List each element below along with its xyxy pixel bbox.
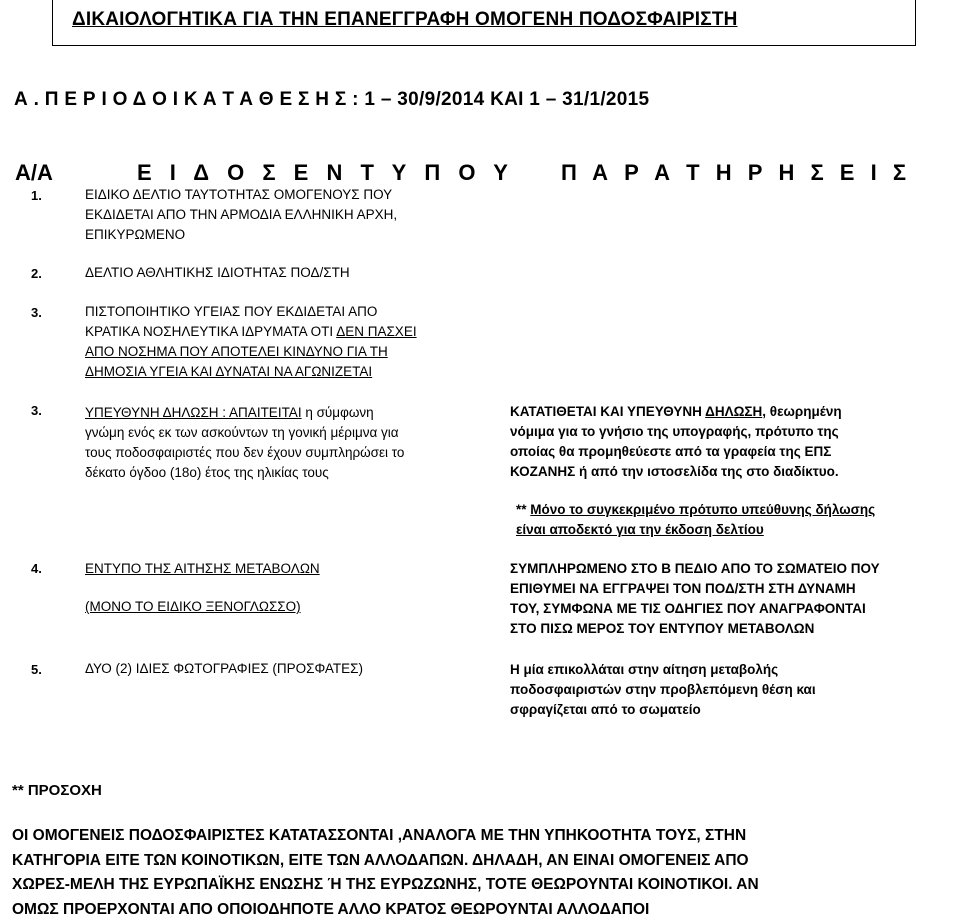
note-line: ΕΠΙΘΥΜΕΙ ΝΑ ΕΓΓΡΑΨΕΙ ΤΟΝ ΠΟΔ/ΣΤΗ ΣΤΗ ΔΥΝΑΜΗ <box>510 579 950 599</box>
column-header-notes: Π Α Ρ Α Τ Η Ρ Η Σ Ε Ι Σ <box>561 160 911 186</box>
item-line: ΔΕΛΤΙΟ ΑΘΛΗΤΙΚΗΣ ΙΔΙΟΤΗΤΑΣ ΠΟΔ/ΣΤΗ <box>85 263 350 283</box>
item-line: ΕΝΤΥΠΟ ΤΗΣ ΑΙΤΗΣΗΣ ΜΕΤΑΒΟΛΩΝ <box>85 559 320 579</box>
item-number: 3. <box>31 403 42 418</box>
item-number: 2. <box>31 266 42 281</box>
note-text-underlined: Μόνο το συγκεκριμένο πρότυπο υπεύθυνης δήλωσης <box>530 502 875 517</box>
note-change-form <box>510 559 950 639</box>
notice-line: ΚΑΤΗΓΟΡΙΑ ΕΙΤΕ ΤΩΝ ΚΟΙΝΟΤΙΚΩΝ, ΕΙΤΕ ΤΩΝ ΑΛΛΟΔΑΠΩΝ. ΔΗΛΑΔΗ, ΑΝ ΕΙΝΑΙ ΟΜΟΓΕΝΕΙΣ ΑΠΟ <box>12 849 952 874</box>
note-photos <box>510 660 950 720</box>
note-template-only <box>516 500 875 540</box>
item-change-form <box>85 559 320 617</box>
submission-period: Α . Π Ε Ρ Ι Ο Δ Ο Ι Κ Α Τ Α Θ Ε Σ Η Σ : 1 – 30/9/2014 ΚΑΙ 1 – 31/1/2015 <box>14 89 954 111</box>
item-line: (ΜΟΝΟ ΤΟ ΕΙΔΙΚΟ ΞΕΝΟΓΛΩΣΣΟ) <box>85 597 320 617</box>
item-line: δέκατο όγδοο (18ο) έτος της ηλικίας τους <box>85 463 404 483</box>
item-number: 5. <box>31 662 42 677</box>
attention-heading: ** ΠΡΟΣΟΧΗ <box>12 782 102 799</box>
item-line: ΔΗΜΟΣΙΑ ΥΓΕΙΑ ΚΑΙ ΔΥΝΑΤΑΙ ΝΑ ΑΓΩΝΙΖΕΤΑΙ <box>85 362 417 382</box>
note-line: Η μία επικολλάται στην αίτηση μεταβολής <box>510 660 950 680</box>
column-header-number: Α/Α <box>15 160 53 186</box>
item-text: ΚΡΑΤΙΚΑ ΝΟΣΗΛΕΥΤΙΚΑ ΙΔΡΥΜΑΤΑ ΟΤΙ <box>85 324 336 339</box>
note-line: νόμιμα για το γνήσιο της υπογραφής, πρότυπο της <box>510 422 950 442</box>
note-text: ** <box>516 502 530 517</box>
item-line: γνώμη ενός εκ των ασκούντων τη γονική μέριμνα για <box>85 423 404 443</box>
column-header-document-type: Ε Ι Δ Ο Σ Ε Ν Τ Υ Π Ο Υ <box>137 160 514 186</box>
item-text-underlined: ΔΕΝ ΠΑΣΧΕΙ <box>336 324 416 339</box>
note-line: σφραγίζεται από το σωματείο <box>510 700 950 720</box>
item-declaration <box>85 403 404 483</box>
item-line: ΔΥΟ (2) ΙΔΙΕΣ ΦΩΤΟΓΡΑΦΙΕΣ (ΠΡΟΣΦΑΤΕΣ) <box>85 659 363 679</box>
item-line: ΕΙΔΙΚΟ ΔΕΛΤΙΟ ΤΑΥΤΟΤΗΤΑΣ ΟΜΟΓΕΝΟΥΣ ΠΟΥ <box>85 185 397 205</box>
note-text: ΚΑΤΑΤΙΘΕΤΑΙ ΚΑΙ ΥΠΕΥΘΥΝΗ <box>510 404 705 419</box>
note-text: , θεωρημένη <box>762 404 841 419</box>
note-declaration <box>510 402 950 482</box>
note-line: ΚΟΖΑΝΗΣ ή από την ιστοσελίδα της στο διαδίκτυο. <box>510 462 950 482</box>
item-line <box>85 403 404 423</box>
item-number: 1. <box>31 188 42 203</box>
item-line: ΕΠΙΚΥΡΩΜΕΝΟ <box>85 225 397 245</box>
notice-line: ΟΙ ΟΜΟΓΕΝΕΙΣ ΠΟΔΟΣΦΑΙΡΙΣΤΕΣ ΚΑΤΑΤΑΣΣΟΝΤΑΙ ,ΑΝΑΛΟΓΑ ΜΕ ΤΗΝ ΥΠΗΚΟΟΤΗΤΑ ΤΟΥΣ, ΣΤΗΝ <box>12 824 952 849</box>
item-line: ΕΚΔΙΔΕΤΑΙ ΑΠΟ ΤΗΝ ΑΡΜΟΔΙΑ ΕΛΛΗΝΙΚΗ ΑΡΧΗ, <box>85 205 397 225</box>
item-text: η σύμφωνη <box>302 405 374 420</box>
item-line: τους ποδοσφαιριστές που δεν έχουν συμπληρώσει το <box>85 443 404 463</box>
note-text-underlined: ΔΗΛΩΣΗ <box>705 404 762 419</box>
note-line: οποίας θα προμηθεύεστε από τα γραφεία της ΕΠΣ <box>510 442 950 462</box>
note-line: ΣΤΟ ΠΙΣΩ ΜΕΡΟΣ ΤΟΥ ΕΝΤΥΠΟΥ ΜΕΤΑΒΟΛΩΝ <box>510 619 950 639</box>
notice-line: ΟΜΩΣ ΠΡΟΕΡΧΟΝΤΑΙ ΑΠΟ ΟΠΟΙΟΔΗΠΟΤΕ ΑΛΛΟ ΚΡΑΤΟΣ ΘΕΩΡΟΥΝΤΑΙ ΑΛΛΟΔΑΠΟΙ <box>12 898 952 922</box>
note-line: ΣΥΜΠΛΗΡΩΜΕΝΟ ΣΤΟ Β ΠΕΔΙΟ ΑΠΟ ΤΟ ΣΩΜΑΤΕΙΟ ΠΟΥ <box>510 559 950 579</box>
note-line <box>516 500 875 520</box>
note-line: ΤΟΥ, ΣΥΜΦΩΝΑ ΜΕ ΤΙΣ ΟΔΗΓΙΕΣ ΠΟΥ ΑΝΑΓΡΑΦΟΝΤΑΙ <box>510 599 950 619</box>
item-text-underlined: ΥΠΕΥΘΥΝΗ ΔΗΛΩΣΗ : ΑΠΑΙΤΕΙΤΑΙ <box>85 405 302 420</box>
item-photos <box>85 659 363 679</box>
document-title: ΔΙΚΑΙΟΛΟΓΗΤΙΚΑ ΓΙΑ ΤΗΝ ΕΠΑΝΕΓΓΡΑΦΗ ΟΜΟΓΕΝΗ ΠΟΔΟΣΦΑΙΡΙΣΤΗ <box>52 0 916 46</box>
item-number: 4. <box>31 561 42 576</box>
item-number: 3. <box>31 305 42 320</box>
item-line: ΠΙΣΤΟΠΟΙΗΤΙΚΟ ΥΓΕΙΑΣ ΠΟΥ ΕΚΔΙΔΕΤΑΙ ΑΠΟ <box>85 302 417 322</box>
item-line: ΑΠΟ ΝΟΣΗΜΑ ΠΟΥ ΑΠΟΤΕΛΕΙ ΚΙΝΔΥΝΟ ΓΙΑ ΤΗ <box>85 342 417 362</box>
item-athletic-card <box>85 263 350 283</box>
final-notice <box>12 824 952 922</box>
notice-line: ΧΩΡΕΣ-ΜΕΛΗ ΤΗΣ ΕΥΡΩΠΑΪΚΗΣ ΕΝΩΣΗΣ Ή ΤΗΣ ΕΥΡΩΖΩΝΗΣ, ΤΟΤΕ ΘΕΩΡΟΥΝΤΑΙ ΚΟΙΝΟΤΙΚΟΙ. ΑΝ <box>12 873 952 898</box>
item-identity-card <box>85 185 397 245</box>
note-line <box>510 402 950 422</box>
item-health-certificate <box>85 302 417 382</box>
item-line <box>85 322 417 342</box>
note-line: ποδοσφαιριστών στην προβλεπόμενη θέση και <box>510 680 950 700</box>
note-line: είναι αποδεκτό για την έκδοση δελτίου <box>516 520 875 540</box>
